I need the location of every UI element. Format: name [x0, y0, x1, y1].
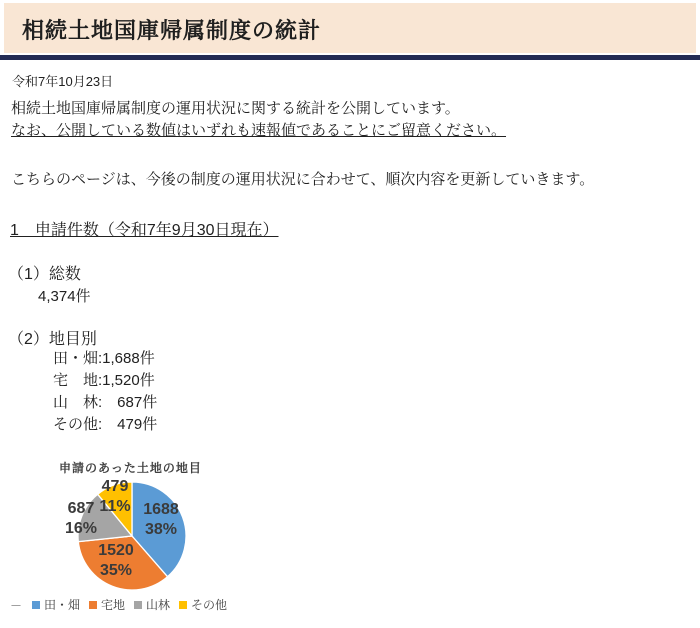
legend-item-ta-hata: [32, 596, 80, 613]
legend-label: その他: [191, 598, 228, 612]
pie-label-percent: 35%: [99, 562, 133, 579]
pie-label-value: 687: [67, 500, 95, 517]
legend-swatch-icon: [32, 601, 40, 609]
legend-item-sonota: [179, 596, 227, 613]
legend-label: 田・畑: [44, 598, 81, 612]
legend-item-takuchi: [89, 596, 125, 613]
legend-swatch-icon: [134, 601, 142, 609]
chart-legend: [32, 596, 227, 613]
chart-title: 申請のあった土地の地目: [59, 461, 202, 475]
pie-label-value: 1520: [98, 542, 134, 559]
page-header: [4, 3, 696, 53]
by-land-type-label: （2）地目別: [8, 331, 97, 348]
legend-swatch-icon: [89, 601, 97, 609]
intro-line-1: 相続土地国庫帰属制度の運用状況に関する統計を公開しています。: [11, 100, 460, 117]
land-item-sonota: その他: 479件: [53, 416, 158, 433]
section1-heading: 1 申請件数（令和7年9月30日現在）: [10, 222, 279, 239]
pie-label-ta-hata: [143, 500, 179, 540]
legend-label: 宅地: [101, 598, 126, 612]
pie-label-value: 479: [101, 478, 129, 495]
update-note: こちらのページは、今後の制度の運用状況に合わせて、順次内容を更新していきます。: [11, 171, 595, 188]
pie-label-sonota: [99, 477, 130, 517]
legend-swatch-icon: [179, 601, 187, 609]
pie-label-value: 1688: [143, 501, 179, 518]
pie-label-sanrin: [65, 499, 97, 539]
stray-dash-mark: －: [10, 599, 23, 613]
pie-label-takuchi: [98, 541, 134, 581]
header-rule: [0, 55, 700, 60]
page-title: 相続土地国庫帰属制度の統計: [22, 18, 322, 43]
publish-date: 令和7年10月23日: [12, 74, 114, 89]
total-label: （1）総数: [8, 266, 81, 283]
land-item-takuchi: 宅 地:1,520件: [53, 372, 155, 389]
legend-label: 山林: [146, 598, 171, 612]
pie-label-percent: 11%: [99, 498, 131, 515]
land-item-ta-hata: 田・畑:1,688件: [53, 350, 155, 367]
total-value: 4,374件: [38, 288, 91, 305]
legend-item-sanrin: [134, 596, 170, 613]
intro-line-2-underlined: なお、公開している数値はいずれも速報値であることにご留意ください。: [11, 122, 507, 139]
pie-label-percent: 38%: [144, 521, 178, 538]
land-item-sanrin: 山 林: 687件: [53, 394, 158, 411]
pie-label-percent: 16%: [64, 520, 98, 537]
